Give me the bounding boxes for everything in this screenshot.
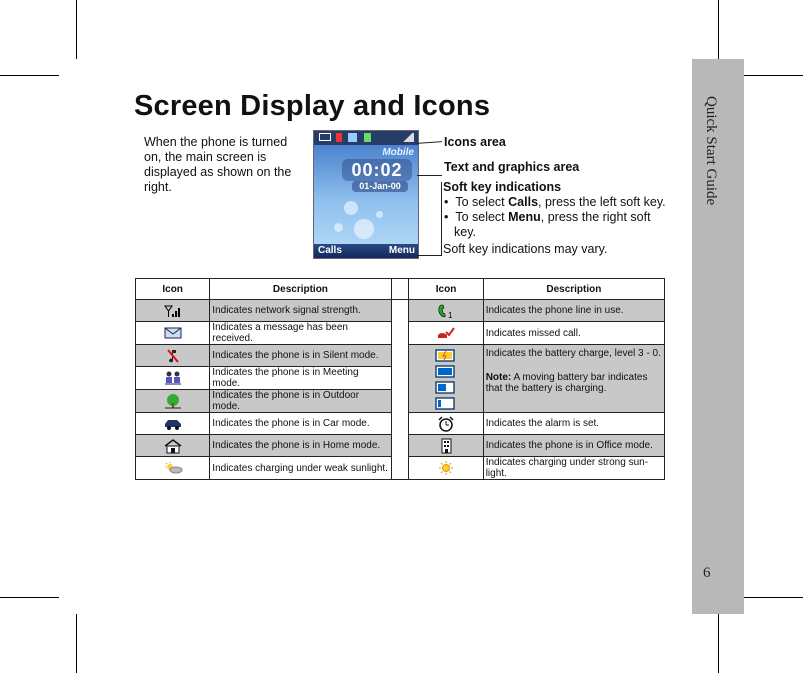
table-cell: Indicates network signal strength.: [210, 300, 391, 322]
battery-note: [486, 372, 662, 394]
table-cell: Indicates the phone is in Car mode.: [210, 413, 391, 435]
table-row: [136, 300, 665, 322]
soft-key-bullet-menu: • To select Menu, press the right soft key.: [444, 210, 651, 239]
alarm-clock-icon: [437, 416, 455, 432]
table-separator: [391, 279, 409, 300]
phone-date: 01-Jan-00: [352, 181, 408, 192]
meeting-icon: [348, 133, 357, 142]
table-cell: Indicates the phone line in use.: [483, 300, 664, 322]
leader-line: [417, 255, 442, 256]
note-text: A moving battery bar indicates that the battery is charging.: [485, 372, 648, 394]
signal-icon: [402, 133, 414, 142]
soft-key-title: Soft key indications: [443, 180, 562, 194]
soft-key-bullet-calls: • To select Calls, press the left soft key.: [444, 195, 666, 209]
phone-line-1-icon: [436, 303, 456, 319]
crop-mark: [0, 75, 59, 76]
crop-mark: [76, 0, 77, 59]
strong-sunlight-icon: [437, 460, 455, 476]
table-cell: Indicates the phone is in Meeting mode.: [210, 367, 391, 390]
silent-icon: [336, 133, 342, 142]
bubble-decoration: [354, 219, 374, 239]
signal-strength-icon: [163, 304, 183, 318]
page-title: Screen Display and Icons: [134, 90, 491, 122]
left-soft-key[interactable]: Calls: [318, 245, 342, 256]
table-cell: Indicates charging under strong sun-light.: [483, 457, 664, 480]
crop-mark: [0, 597, 59, 598]
crop-mark: [718, 0, 719, 59]
table-cell: Indicates the phone is in Home mode.: [210, 435, 391, 457]
intro-text: When the phone is turned on, the main screen is displayed as shown on the right.: [144, 135, 292, 194]
table-cell: Indicates the phone is in Silent mode.: [210, 345, 391, 367]
bubble-decoration: [344, 201, 358, 215]
table-cell: Indicates the phone is in Office mode.: [483, 435, 664, 457]
soft-key-bar: [314, 244, 418, 258]
crop-mark: [744, 597, 803, 598]
table-header-row: [136, 279, 665, 300]
phone-status-bar: [314, 131, 418, 145]
table-cell: Indicates missed call.: [483, 322, 664, 345]
bullet-text: , press the right soft key.: [454, 210, 651, 239]
table-cell: [483, 345, 664, 413]
leader-line: [417, 141, 442, 144]
leader-line: [441, 182, 442, 256]
crop-mark: [744, 75, 803, 76]
header-description: Description: [210, 279, 391, 300]
bullet-text: , press the left soft key.: [538, 195, 666, 209]
bubble-decoration: [376, 211, 383, 218]
battery-icon: [319, 133, 331, 141]
missed-call-icon: [436, 326, 456, 340]
table-cell: Indicates charging under weak sunlight.: [210, 457, 391, 480]
bullet-key: Calls: [508, 195, 539, 209]
table-cell: Indicates the phone is in Outdoor mode.: [210, 390, 391, 413]
phone-brand: Mobile: [382, 147, 414, 158]
soft-key-note: Soft key indications may vary.: [443, 242, 608, 256]
text-graphics-area-label: Text and graphics area: [444, 160, 580, 174]
leader-line: [417, 175, 442, 176]
crop-mark: [76, 614, 77, 673]
table-separator: [391, 300, 409, 480]
outdoor-mode-icon: [164, 393, 182, 409]
crop-mark: [718, 614, 719, 673]
table-cell: Indicates a message has been received.: [210, 322, 391, 345]
home-mode-icon: [163, 438, 183, 454]
header-description: Description: [483, 279, 664, 300]
battery-description: Indicates the battery charge, level 3 - 0.: [485, 348, 661, 359]
icons-area-label: Icons area: [444, 135, 506, 149]
bullet-text: To select: [455, 195, 509, 209]
bullet-key: Menu: [508, 210, 541, 224]
meeting-mode-icon: [164, 370, 182, 386]
phone-time: 00:02: [342, 159, 412, 181]
page-number: 6: [703, 565, 711, 581]
phone-line-icon: [364, 133, 371, 142]
right-soft-key[interactable]: Menu: [388, 245, 415, 256]
header-icon: Icon: [409, 279, 483, 300]
battery-level-icon: [434, 348, 458, 410]
bullet-text: To select: [455, 210, 509, 224]
svg-text:1: 1: [448, 310, 453, 319]
icon-table: [135, 278, 665, 480]
header-icon: Icon: [136, 279, 210, 300]
side-label: Quick Start Guide: [703, 96, 719, 206]
phone-screen: [313, 130, 419, 259]
weak-sunlight-icon: [163, 461, 183, 475]
car-mode-icon: [163, 417, 183, 431]
silent-mode-icon: [166, 348, 180, 364]
bubble-decoration: [334, 223, 343, 232]
note-label: Note:: [485, 372, 512, 383]
table-cell: Indicates the alarm is set.: [483, 413, 664, 435]
message-envelope-icon: [164, 326, 182, 340]
office-mode-icon: [438, 438, 454, 454]
